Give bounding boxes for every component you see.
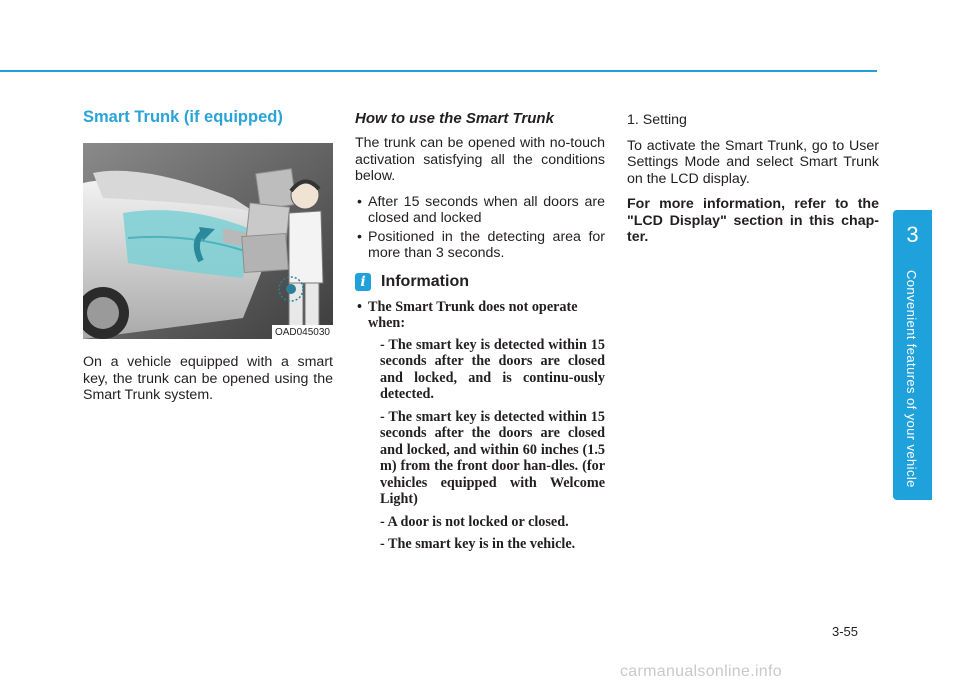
header-rule [0,70,877,72]
info-icon: i [355,273,371,291]
column-left [83,108,333,413]
information-item: - A door is not locked or closed. [380,513,569,530]
conditions-list [355,194,605,262]
information-header [355,273,605,291]
figure-caption: OAD045030 [272,325,333,339]
chapter-number: 3 [906,222,919,247]
information-item: - The smart key is detected within 15 seconds after the doors are closed and locked, and within 60 inches (1.5 m) from the front door han-dles. (for vehicles equipped with Welcome Light) [380,408,605,507]
information-title: Information [381,272,469,290]
reference-note: For more information, refer to the "LCD Display" section in this chap-ter. [627,196,879,245]
smart-trunk-illustration [83,143,333,339]
list-item: • After 15 seconds when all doors are closed and locked [357,193,605,226]
information-lead: • The Smart Trunk does not operate when: [357,298,578,331]
watermark: carmanualsonline.info [620,663,782,680]
car-trunk-person-illustration [83,143,333,339]
setting-step-title: 1. Setting [627,112,687,128]
intro-paragraph: On a vehicle equipped with a smart key, the trunk can be opened using the Smart Trunk system. [83,354,333,403]
subsection-heading: How to use the Smart Trunk [355,110,554,127]
information-item: - The smart key is in the vehicle. [380,536,576,552]
chapter-title: Convenient features of your vehicle [904,270,919,488]
conditions-paragraph: The trunk can be opened with no-touch activation satisfying all the conditions below. [355,135,605,184]
section-heading: Smart Trunk (if equipped) [83,108,283,126]
setting-paragraph: To activate the Smart Trunk, go to User Settings Mode and select Smart Trunk on the LCD display. [627,137,879,187]
page-number: 3-55 [832,624,859,639]
column-middle [355,108,605,559]
chapter-side-tab [893,210,932,500]
list-item: • Positioned in the detecting area for more than 3 seconds. [357,228,605,261]
information-item: - The smart key is detected within 15 seconds after the doors are closed and locked, and is continu-ously detected. [380,336,605,402]
column-right [627,108,879,255]
